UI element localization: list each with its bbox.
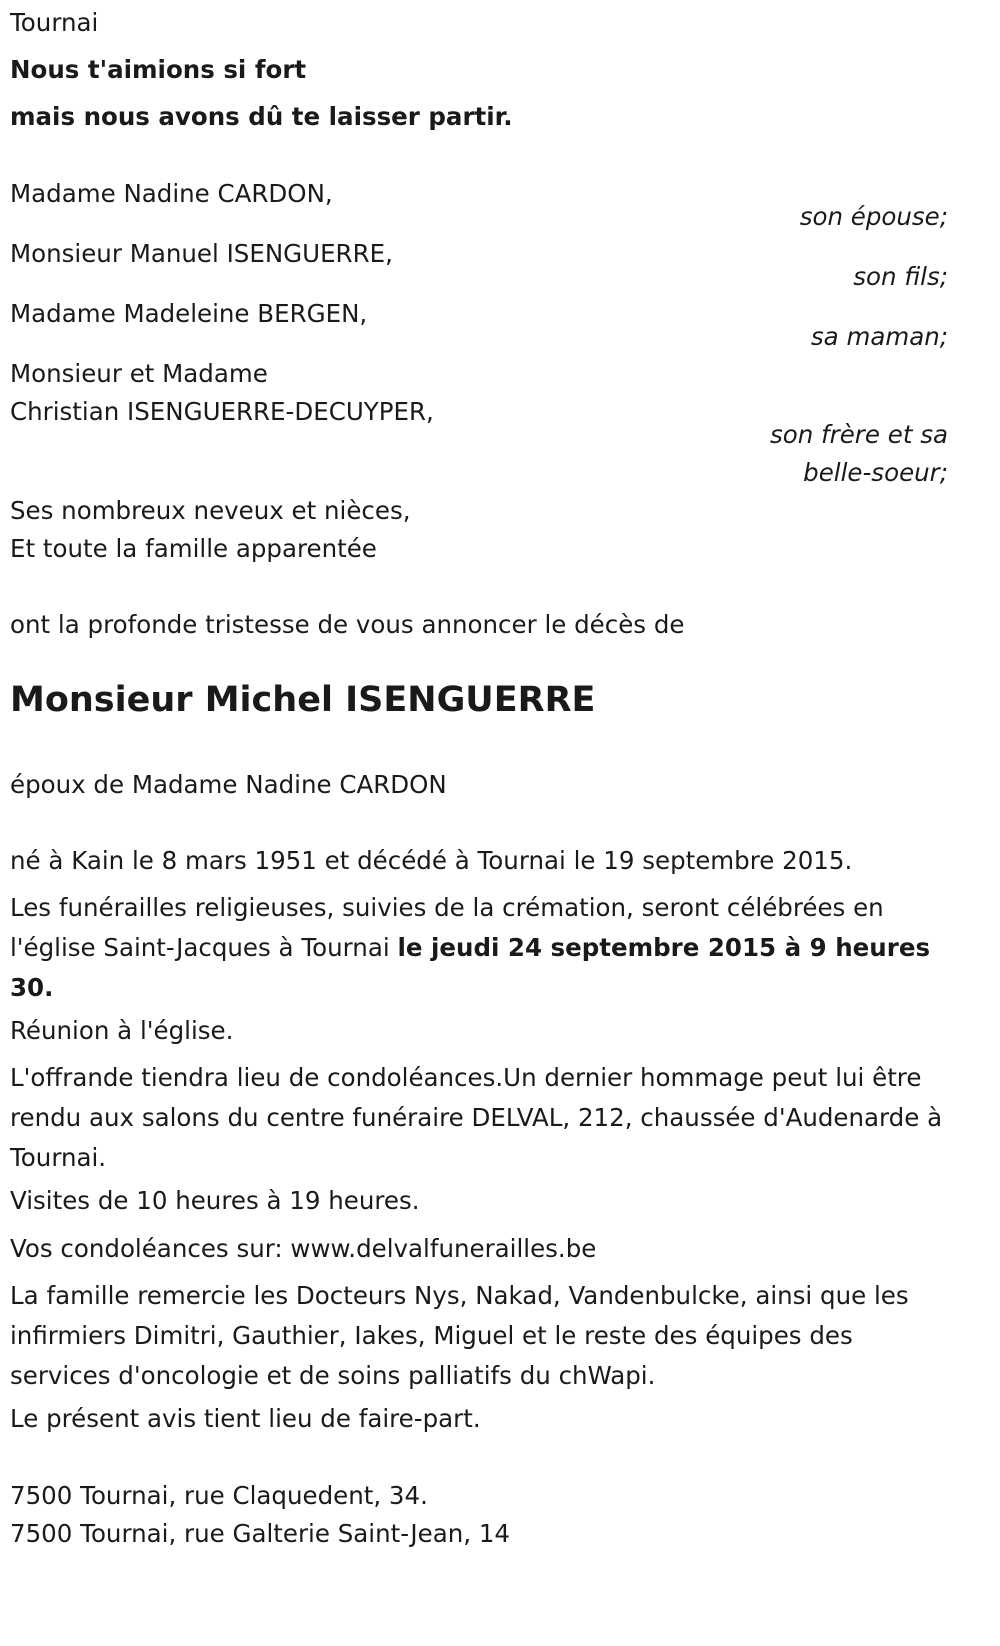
family-member-relation: son épouse; (799, 202, 948, 231)
notice: Le présent avis tient lieu de faire-part. (10, 1404, 481, 1433)
thanks: La famille remercie les Docteurs Nys, Nakad, Vandenbulcke, ainsi que les infirmiers Dimitri, Gauthier, Iakes, Miguel et le reste des équipes des services d'oncologie et de soins palliatifs du chWapi. (10, 1281, 909, 1390)
family-member-relation: belle-soeur; (803, 458, 948, 487)
family-member-name: Christian ISENGUERRE-DECUYPER, (10, 397, 434, 426)
location: Tournai (10, 8, 99, 37)
offering: L'offrande tiendra lieu de condoléances.Un dernier hommage peut lui être rendu aux salons du centre funéraire DELVAL, 212, chaussée d'Audenarde à Tournai. (10, 1063, 943, 1172)
condolences: Vos condoléances sur: www.delvalfunerailles.be (10, 1234, 597, 1263)
family-member-name: Monsieur et Madame (10, 359, 268, 388)
address-line: 7500 Tournai, rue Claquedent, 34. (10, 1481, 428, 1510)
family-member-name: Madame Madeleine BERGEN, (10, 299, 368, 328)
motto-line-2: mais nous avons dû te laisser partir. (10, 102, 513, 131)
announcement: ont la profonde tristesse de vous annoncer le décès de (10, 610, 685, 639)
address-line: 7500 Tournai, rue Galterie Saint-Jean, 14 (10, 1519, 511, 1548)
deceased-name: Monsieur Michel ISENGUERRE (10, 680, 596, 720)
funeral-text: Les funérailles religieuses, suivies de la crémation, seront célébrées en l'église Saint-Jacques à Tournai (10, 893, 884, 962)
family-member-name: Madame Nadine CARDON, (10, 179, 333, 208)
funeral-paragraph (10, 888, 950, 1008)
family-member-relation: sa maman; (810, 322, 948, 351)
family-member-name: Monsieur Manuel ISENGUERRE, (10, 239, 393, 268)
extended-family-line: Ses nombreux neveux et nièces, (10, 496, 411, 525)
extended-family-line: Et toute la famille apparentée (10, 534, 377, 563)
funeral-date: le jeudi 24 septembre 2015 à 9 heures 30. (10, 933, 931, 1002)
birth-death: né à Kain le 8 mars 1951 et décédé à Tournai le 19 septembre 2015. (10, 846, 853, 875)
meeting: Réunion à l'église. (10, 1016, 234, 1045)
family-member-relation: son fils; (853, 262, 948, 291)
spouse-line: époux de Madame Nadine CARDON (10, 770, 447, 799)
family-member-relation: son frère et sa (769, 420, 948, 449)
visits: Visites de 10 heures à 19 heures. (10, 1186, 420, 1215)
motto-line-1: Nous t'aimions si fort (10, 55, 307, 84)
